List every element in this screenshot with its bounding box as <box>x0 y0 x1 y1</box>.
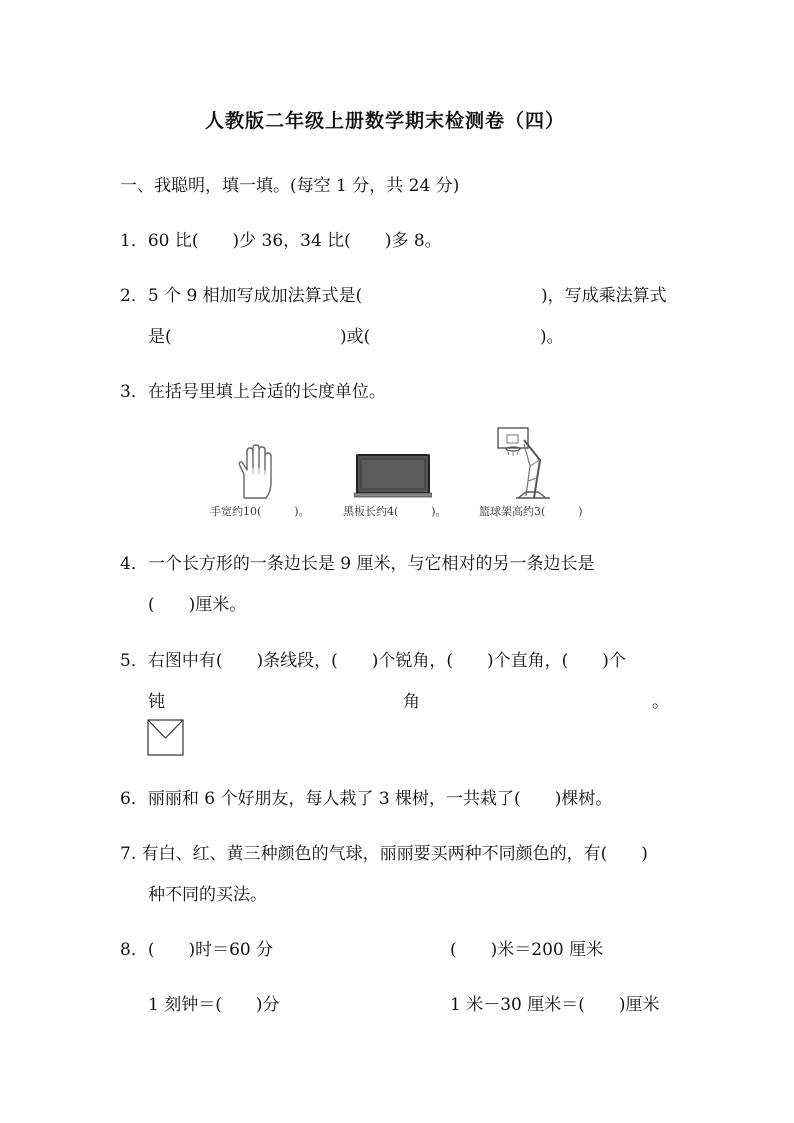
question-8-a: 8．( )时＝60 分 <box>120 940 274 960</box>
question-2-line2-start: 是( <box>148 327 172 347</box>
question-2-line1-end: )，写成乘法算式 <box>541 286 667 306</box>
question-8-b: ( )米＝200 厘米 <box>450 940 604 960</box>
caption-hand: 手宽约10( )。 <box>210 505 310 518</box>
question-5-line1: 5．右图中有( )条线段，( )个锐角，( )个直角，( )个 <box>120 651 626 671</box>
envelope-figure <box>147 719 184 756</box>
question-4-line1: 4．一个长方形的一条边长是 9 厘米，与它相对的另一条边长是 <box>120 554 595 574</box>
question-7-line2: 种不同的买法。 <box>148 885 267 905</box>
caption-basketball-stand: 篮球架高约3( ) <box>479 505 583 518</box>
question-7-line1: 7. 有白、红、黄三种颜色的气球，丽丽要买两种不同颜色的，有( ) <box>120 844 648 864</box>
question-5-line2-a: 钝 <box>148 692 165 712</box>
blackboard-icon <box>354 453 432 499</box>
question-2-line2-end: )。 <box>540 327 564 347</box>
question-8-c: 1 刻钟＝( )分 <box>148 995 280 1015</box>
question-5-line2-b: 角 <box>403 692 420 712</box>
question-8-d: 1 米－30 厘米＝( )厘米 <box>450 995 660 1015</box>
section-heading: 一、我聪明，填一填。(每空 1 分，共 24 分) <box>120 176 460 196</box>
basketball-stand-icon <box>494 426 556 502</box>
question-2-line2-mid: )或( <box>340 327 371 347</box>
question-3: 3．在括号里填上合适的长度单位。 <box>120 382 386 402</box>
question-5-line2-c: 。 <box>652 692 669 712</box>
question-2-line1-start: 2．5 个 9 相加写成加法算式是( <box>120 286 363 306</box>
question-6: 6．丽丽和 6 个好朋友，每人栽了 3 棵树，一共栽了( )棵树。 <box>120 789 613 809</box>
question-1: 1．60 比( )少 36，34 比( )多 8。 <box>120 231 442 251</box>
page-title: 人教版二年级上册数学期末检测卷（四） <box>205 110 566 132</box>
question-4-line2: ( )厘米。 <box>148 595 247 615</box>
caption-blackboard: 黑板长约4( )。 <box>343 505 447 518</box>
hand-icon <box>236 444 276 500</box>
